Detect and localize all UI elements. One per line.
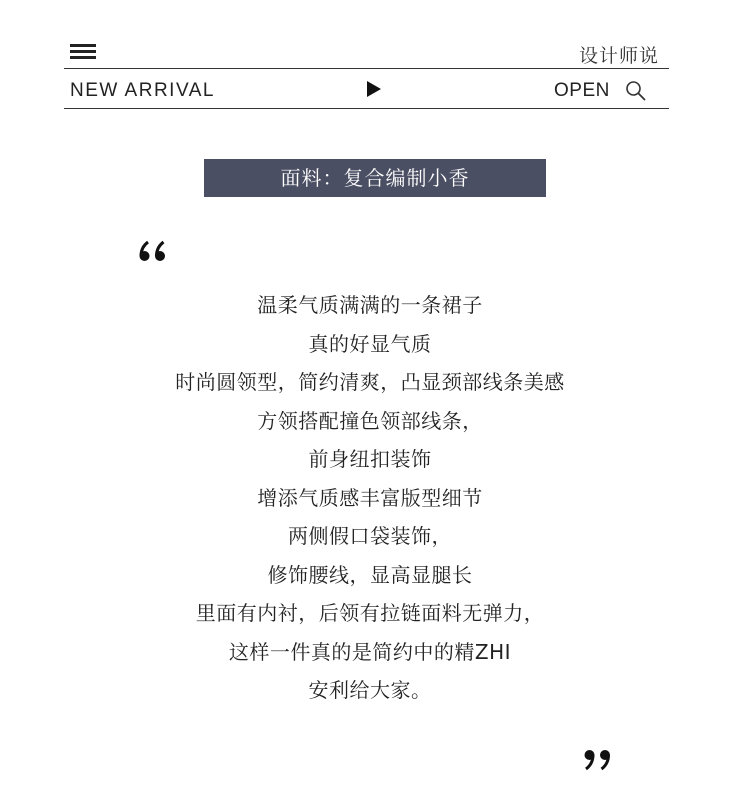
top-header <box>64 36 669 69</box>
hamburger-menu-icon[interactable] <box>70 44 96 60</box>
quote-close-icon <box>582 745 612 775</box>
play-icon[interactable] <box>366 80 382 98</box>
menu-bar-line <box>70 56 96 59</box>
description-line: 安利给大家。 <box>308 678 432 702</box>
description-line: 两侧假口袋装饰， <box>288 524 452 548</box>
menu-bar-line <box>70 50 96 53</box>
description-line: 方领搭配撞色领部线条， <box>257 408 483 433</box>
description-line: 修饰腰线，显高显腿长 <box>267 562 473 587</box>
description-line: 真的好显气质 <box>308 331 432 356</box>
nav-bar <box>64 69 669 109</box>
description-line: 前身纽扣装饰 <box>308 447 432 471</box>
fabric-label-banner: 面料：复合编制小香 <box>204 159 546 197</box>
description-line: 时尚圆领型，简约清爽，凸显颈部线条美感 <box>175 370 565 394</box>
open-button[interactable]: OPEN <box>554 80 610 101</box>
brand-title: 设计师说 <box>578 45 659 67</box>
menu-bar-line <box>70 44 96 47</box>
quote-open-icon <box>138 236 168 266</box>
description-line: 温柔气质满满的一条裙子 <box>257 293 483 317</box>
product-description <box>0 286 740 710</box>
description-line: 这样一件真的是简约中的精ZHI <box>228 639 512 664</box>
search-icon[interactable] <box>625 80 647 102</box>
description-line: 增添气质感丰富版型细节 <box>257 485 483 510</box>
nav-title: NEW ARRIVAL <box>70 80 215 101</box>
description-line: 里面有内衬，后领有拉链面料无弹力， <box>195 601 545 625</box>
